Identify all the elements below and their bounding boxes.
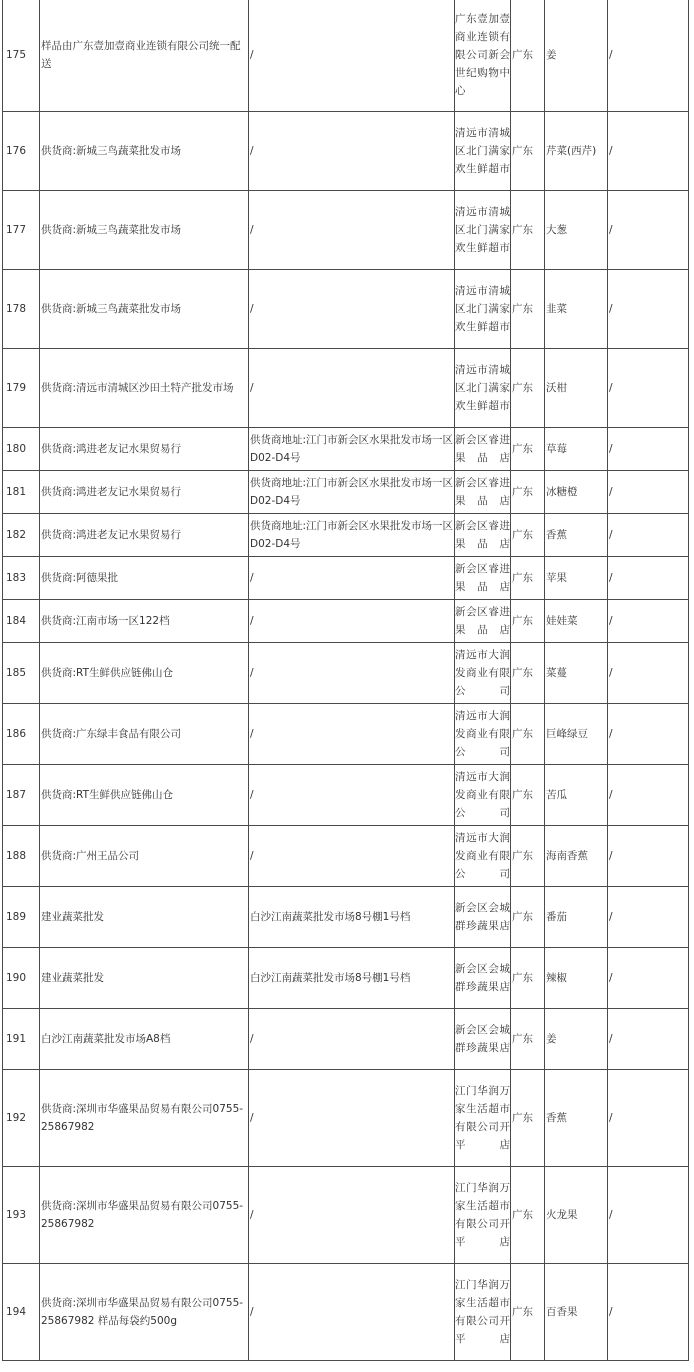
store-cell: 新会区睿进果品店: [455, 514, 511, 557]
row-number: 178: [3, 270, 40, 349]
product-cell: 番茄: [545, 887, 608, 948]
sampling-results-table: [2, 0, 689, 1361]
supplier-address-cell: /: [249, 270, 455, 349]
supplier-address-cell: /: [249, 1070, 455, 1167]
store-cell: 江门华润万家生活超市有限公司开平店: [455, 1070, 511, 1167]
store-cell: 新会区会城群珍蔬果店: [455, 887, 511, 948]
product-cell: 草莓: [545, 428, 608, 471]
province-cell: 广东: [511, 1009, 545, 1070]
product-cell: 大葱: [545, 191, 608, 270]
extra-cell: /: [608, 0, 689, 112]
supplier-address-cell: /: [249, 765, 455, 826]
supplier-address-cell: /: [249, 1009, 455, 1070]
store-cell: 清远市清城区北门满家欢生鲜超市: [455, 349, 511, 428]
table-row: [3, 948, 689, 1009]
supplier-cell: 样品由广东壹加壹商业连锁有限公司统一配送: [40, 0, 249, 112]
supplier-cell: 供货商:鸿进老友记水果贸易行: [40, 514, 249, 557]
province-cell: 广东: [511, 349, 545, 428]
extra-cell: /: [608, 428, 689, 471]
product-cell: 娃娃菜: [545, 600, 608, 643]
store-cell: 江门华润万家生活超市有限公司开平店: [455, 1167, 511, 1264]
province-cell: 广东: [511, 826, 545, 887]
supplier-address-cell: /: [249, 557, 455, 600]
supplier-cell: 供货商:深圳市华盛果品贸易有限公司0755-25867982: [40, 1070, 249, 1167]
supplier-address-cell: /: [249, 349, 455, 428]
row-number: 180: [3, 428, 40, 471]
supplier-cell: 供货商:鸿进老友记水果贸易行: [40, 428, 249, 471]
supplier-cell: 白沙江南蔬菜批发市场A8档: [40, 1009, 249, 1070]
row-number: 177: [3, 191, 40, 270]
province-cell: 广东: [511, 887, 545, 948]
supplier-cell: 供货商:新城三鸟蔬菜批发市场: [40, 112, 249, 191]
row-number: 186: [3, 704, 40, 765]
extra-cell: /: [608, 270, 689, 349]
row-number: 179: [3, 349, 40, 428]
table-row: [3, 1264, 689, 1361]
product-cell: 辣椒: [545, 948, 608, 1009]
extra-cell: /: [608, 1009, 689, 1070]
store-cell: 清远市清城区北门满家欢生鲜超市: [455, 191, 511, 270]
table-row: [3, 557, 689, 600]
supplier-cell: 供货商:新城三鸟蔬菜批发市场: [40, 270, 249, 349]
row-number: 182: [3, 514, 40, 557]
extra-cell: /: [608, 765, 689, 826]
extra-cell: /: [608, 887, 689, 948]
supplier-address-cell: 供货商地址:江门市新会区水果批发市场一区D02-D4号: [249, 514, 455, 557]
supplier-cell: 供货商:深圳市华盛果品贸易有限公司0755-25867982: [40, 1167, 249, 1264]
supplier-cell: 供货商:RT生鲜供应链佛山仓: [40, 643, 249, 704]
table-row: [3, 643, 689, 704]
store-cell: 广东壹加壹商业连锁有限公司新会世纪购物中心: [455, 0, 511, 112]
table-row: [3, 1009, 689, 1070]
table-row: [3, 112, 689, 191]
row-number: 185: [3, 643, 40, 704]
province-cell: 广东: [511, 1167, 545, 1264]
extra-cell: /: [608, 349, 689, 428]
province-cell: 广东: [511, 514, 545, 557]
supplier-address-cell: /: [249, 112, 455, 191]
extra-cell: /: [608, 471, 689, 514]
store-cell: 新会区会城群珍蔬果店: [455, 948, 511, 1009]
row-number: 183: [3, 557, 40, 600]
province-cell: 广东: [511, 765, 545, 826]
province-cell: 广东: [511, 270, 545, 349]
store-cell: 清远市大润发商业有限公司: [455, 643, 511, 704]
store-cell: 清远市大润发商业有限公司: [455, 704, 511, 765]
province-cell: 广东: [511, 704, 545, 765]
store-cell: 清远市清城区北门满家欢生鲜超市: [455, 270, 511, 349]
extra-cell: /: [608, 112, 689, 191]
table-row: [3, 428, 689, 471]
supplier-address-cell: /: [249, 191, 455, 270]
table-row: [3, 514, 689, 557]
supplier-cell: 供货商:新城三鸟蔬菜批发市场: [40, 191, 249, 270]
province-cell: 广东: [511, 191, 545, 270]
row-number: 193: [3, 1167, 40, 1264]
product-cell: 菜蔓: [545, 643, 608, 704]
extra-cell: /: [608, 704, 689, 765]
product-cell: 香蕉: [545, 514, 608, 557]
province-cell: 广东: [511, 1264, 545, 1361]
supplier-address-cell: 供货商地址:江门市新会区水果批发市场一区D02-D4号: [249, 428, 455, 471]
product-cell: 芹菜(西芹): [545, 112, 608, 191]
supplier-address-cell: 供货商地址:江门市新会区水果批发市场一区D02-D4号: [249, 471, 455, 514]
row-number: 187: [3, 765, 40, 826]
supplier-cell: 建业蔬菜批发: [40, 887, 249, 948]
extra-cell: /: [608, 1264, 689, 1361]
product-cell: 火龙果: [545, 1167, 608, 1264]
row-number: 175: [3, 0, 40, 112]
product-cell: 姜: [545, 1009, 608, 1070]
extra-cell: /: [608, 1070, 689, 1167]
province-cell: 广东: [511, 643, 545, 704]
row-number: 191: [3, 1009, 40, 1070]
supplier-cell: 供货商:广东绿丰食品有限公司: [40, 704, 249, 765]
row-number: 194: [3, 1264, 40, 1361]
supplier-address-cell: /: [249, 704, 455, 765]
extra-cell: /: [608, 557, 689, 600]
supplier-cell: 供货商:深圳市华盛果品贸易有限公司0755-25867982 样品每袋约500g: [40, 1264, 249, 1361]
store-cell: 江门华润万家生活超市有限公司开平店: [455, 1264, 511, 1361]
extra-cell: /: [608, 948, 689, 1009]
extra-cell: /: [608, 191, 689, 270]
supplier-address-cell: 白沙江南蔬菜批发市场8号棚1号档: [249, 887, 455, 948]
extra-cell: /: [608, 514, 689, 557]
row-number: 181: [3, 471, 40, 514]
table-row: [3, 1167, 689, 1264]
row-number: 190: [3, 948, 40, 1009]
supplier-address-cell: /: [249, 1264, 455, 1361]
province-cell: 广东: [511, 112, 545, 191]
extra-cell: /: [608, 643, 689, 704]
province-cell: 广东: [511, 948, 545, 1009]
province-cell: 广东: [511, 600, 545, 643]
row-number: 176: [3, 112, 40, 191]
product-cell: 姜: [545, 0, 608, 112]
table-row: [3, 349, 689, 428]
table-row: [3, 826, 689, 887]
supplier-cell: 供货商:广州王品公司: [40, 826, 249, 887]
product-cell: 百香果: [545, 1264, 608, 1361]
table-row: [3, 270, 689, 349]
row-number: 184: [3, 600, 40, 643]
supplier-cell: 供货商:RT生鲜供应链佛山仓: [40, 765, 249, 826]
province-cell: 广东: [511, 557, 545, 600]
store-cell: 新会区睿进果品店: [455, 600, 511, 643]
province-cell: 广东: [511, 0, 545, 112]
extra-cell: /: [608, 826, 689, 887]
store-cell: 新会区睿进果品店: [455, 428, 511, 471]
product-cell: 苹果: [545, 557, 608, 600]
row-number: 189: [3, 887, 40, 948]
supplier-address-cell: /: [249, 600, 455, 643]
store-cell: 新会区睿进果品店: [455, 557, 511, 600]
product-cell: 韭菜: [545, 270, 608, 349]
extra-cell: /: [608, 600, 689, 643]
table-row: [3, 0, 689, 112]
product-cell: 苦瓜: [545, 765, 608, 826]
table-row: [3, 765, 689, 826]
store-cell: 新会区会城群珍蔬果店: [455, 1009, 511, 1070]
table-row: [3, 704, 689, 765]
supplier-address-cell: /: [249, 0, 455, 112]
supplier-cell: 建业蔬菜批发: [40, 948, 249, 1009]
supplier-address-cell: 白沙江南蔬菜批发市场8号棚1号档: [249, 948, 455, 1009]
province-cell: 广东: [511, 471, 545, 514]
supplier-address-cell: /: [249, 826, 455, 887]
extra-cell: /: [608, 1167, 689, 1264]
store-cell: 清远市大润发商业有限公司: [455, 826, 511, 887]
product-cell: 海南香蕉: [545, 826, 608, 887]
product-cell: 巨峰绿豆: [545, 704, 608, 765]
province-cell: 广东: [511, 1070, 545, 1167]
store-cell: 清远市大润发商业有限公司: [455, 765, 511, 826]
supplier-cell: 供货商:鸿进老友记水果贸易行: [40, 471, 249, 514]
province-cell: 广东: [511, 428, 545, 471]
table-row: [3, 600, 689, 643]
supplier-cell: 供货商:阿德果批: [40, 557, 249, 600]
supplier-cell: 供货商:清远市清城区沙田土特产批发市场: [40, 349, 249, 428]
supplier-cell: 供货商:江南市场一区122档: [40, 600, 249, 643]
table-row: [3, 191, 689, 270]
store-cell: 清远市清城区北门满家欢生鲜超市: [455, 112, 511, 191]
product-cell: 香蕉: [545, 1070, 608, 1167]
table-row: [3, 1070, 689, 1167]
table-row: [3, 471, 689, 514]
row-number: 192: [3, 1070, 40, 1167]
table-row: [3, 887, 689, 948]
supplier-address-cell: /: [249, 1167, 455, 1264]
product-cell: 冰糖橙: [545, 471, 608, 514]
row-number: 188: [3, 826, 40, 887]
product-cell: 沃柑: [545, 349, 608, 428]
store-cell: 新会区睿进果品店: [455, 471, 511, 514]
supplier-address-cell: /: [249, 643, 455, 704]
